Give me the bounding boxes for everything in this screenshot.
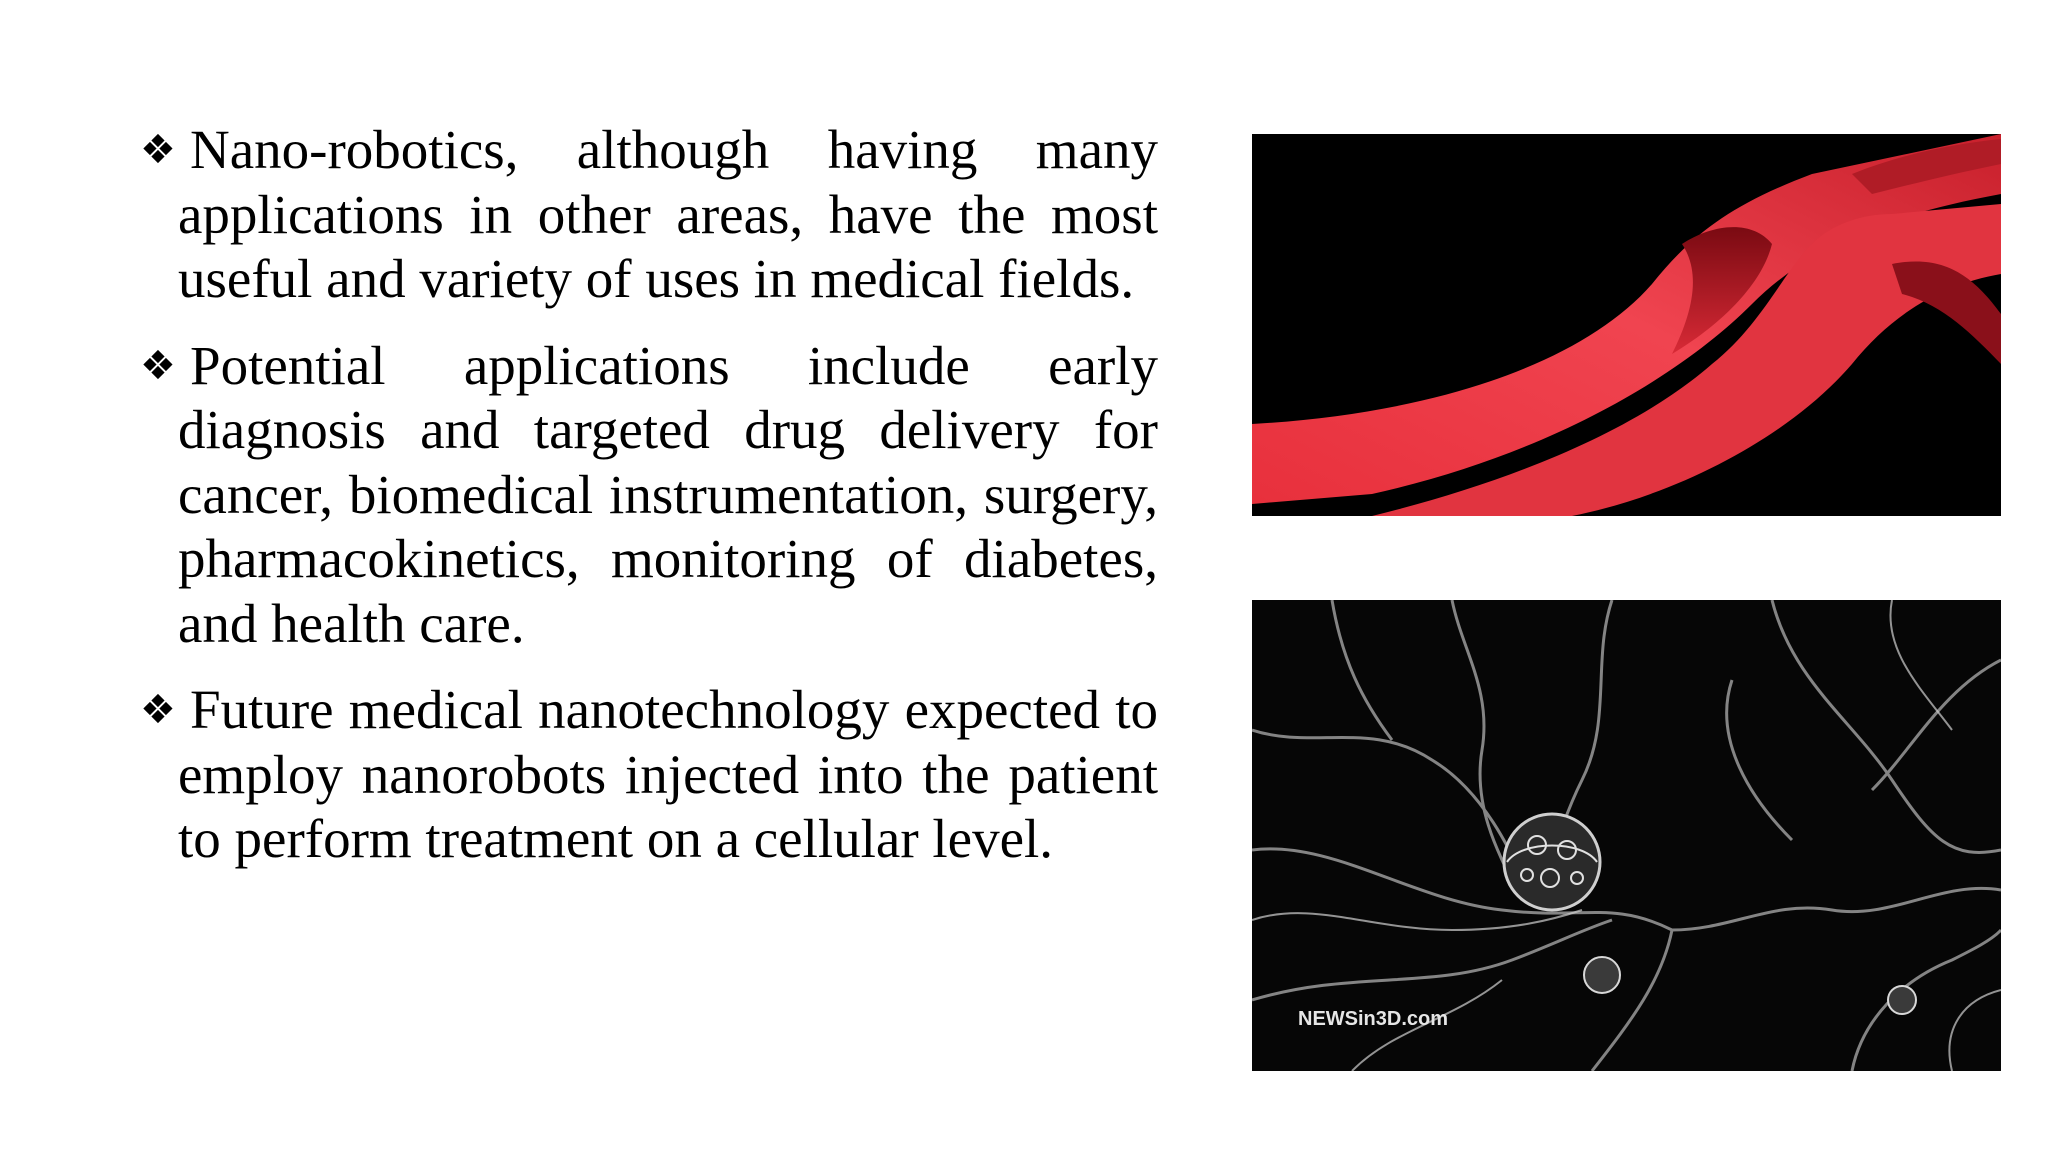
diamond-bullet-icon: ❖ [140,127,176,173]
bullet-text-3: Future medical nanotechnology expected to employ nanorobots injected into the patient to perform treatment on a cellular level. [178,679,1158,869]
watermark-text: NEWSin3D.com [1298,1008,1449,1030]
red-ribbon-image [1252,134,2001,516]
diamond-bullet-icon: ❖ [140,342,176,389]
bullet-text-2: Potential applications include early diagnosis and targeted drug delivery for cancer, biomedical instrumentation, surgery, pharmacokinetics, monitoring of diabetes, and health care. [178,334,1158,654]
bullet-text-1: Nano-robotics, although having many applications in other areas, have the most useful and variety of uses in medical fields. [178,119,1158,309]
bullet-list [140,118,1158,894]
bullet-item-2 [140,334,1158,657]
nanorobot-neuron-image [1252,600,2001,1071]
bullet-item-1 [140,118,1158,312]
diamond-bullet-icon: ❖ [140,687,176,733]
bullet-item-3 [140,678,1158,872]
